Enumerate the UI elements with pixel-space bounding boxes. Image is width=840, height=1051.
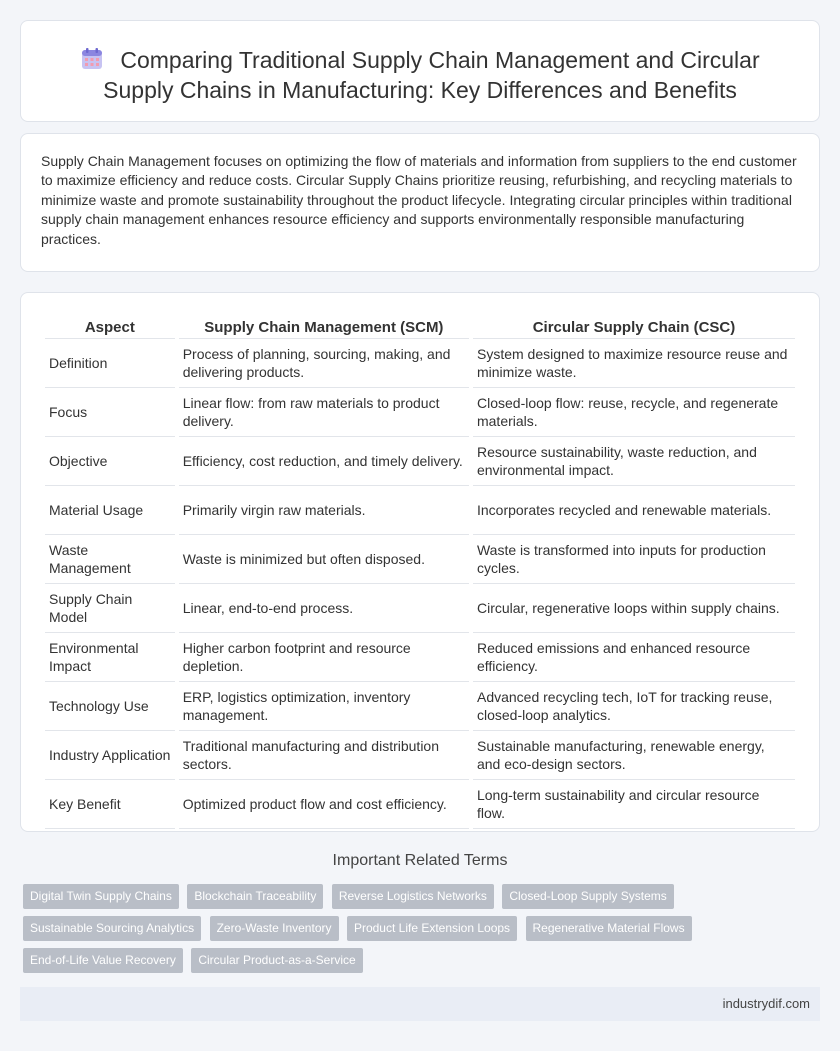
related-term-tag[interactable]: Product Life Extension Loops <box>347 916 517 941</box>
page-title-text: Comparing Traditional Supply Chain Management and Circular Supply Chains in Manufacturing: Key Differences and Benefits <box>103 47 760 103</box>
table-row <box>45 780 795 829</box>
cell-scm: Efficiency, cost reduction, and timely delivery. <box>179 437 469 486</box>
related-term-tag[interactable]: Sustainable Sourcing Analytics <box>23 916 201 941</box>
intro-card <box>20 133 820 272</box>
intro-paragraph: Supply Chain Management focuses on optimizing the flow of materials and information from suppliers to the end customer to maximize efficiency and reduce costs. Circular Supply Chains prioritize reusing, refurbishing, and recycling materials to minimize waste and promote sustainability throughout the product lifecycle. Integrating circular principles within traditional supply chain management enhances resource efficiency and supports environmentally responsible manufacturing practices. <box>41 153 797 247</box>
cell-aspect: Key Benefit <box>45 780 175 829</box>
table-row <box>45 388 795 437</box>
cell-csc: System designed to maximize resource reuse and minimize waste. <box>473 339 795 388</box>
cell-scm: ERP, logistics optimization, inventory management. <box>179 682 469 731</box>
cell-aspect: Supply Chain Model <box>45 584 175 633</box>
related-term-tag[interactable]: Regenerative Material Flows <box>526 916 692 941</box>
table-row <box>45 535 795 584</box>
cell-aspect: Material Usage <box>45 486 175 535</box>
tag-row <box>23 948 803 980</box>
cell-scm: Linear, end-to-end process. <box>179 584 469 633</box>
page-title <box>61 45 779 105</box>
cell-csc: Long-term sustainability and circular resource flow. <box>473 780 795 829</box>
header-scm: Supply Chain Management (SCM) <box>179 313 469 339</box>
calendar-icon <box>80 47 104 71</box>
related-terms-heading: Important Related Terms <box>332 852 508 869</box>
cell-scm: Optimized product flow and cost efficiency. <box>179 780 469 829</box>
cell-aspect: Focus <box>45 388 175 437</box>
related-term-tag[interactable]: Closed-Loop Supply Systems <box>502 884 673 909</box>
related-terms-list <box>23 884 803 980</box>
related-term-tag[interactable]: Zero-Waste Inventory <box>210 916 339 941</box>
cell-csc: Sustainable manufacturing, renewable energy, and eco-design sectors. <box>473 731 795 780</box>
related-term-tag[interactable]: Digital Twin Supply Chains <box>23 884 179 909</box>
footer <box>20 987 820 1021</box>
title-card <box>20 20 820 122</box>
header-csc: Circular Supply Chain (CSC) <box>473 313 795 339</box>
tag-row <box>23 884 803 916</box>
cell-scm: Linear flow: from raw materials to product delivery. <box>179 388 469 437</box>
tag-row <box>23 916 803 948</box>
cell-scm: Process of planning, sourcing, making, and delivering products. <box>179 339 469 388</box>
cell-csc: Resource sustainability, waste reduction, and environmental impact. <box>473 437 795 486</box>
table-row <box>45 682 795 731</box>
cell-aspect: Industry Application <box>45 731 175 780</box>
cell-csc: Incorporates recycled and renewable materials. <box>473 486 795 535</box>
cell-csc: Waste is transformed into inputs for production cycles. <box>473 535 795 584</box>
header-aspect: Aspect <box>45 313 175 339</box>
cell-csc: Reduced emissions and enhanced resource efficiency. <box>473 633 795 682</box>
related-term-tag[interactable]: End-of-Life Value Recovery <box>23 948 183 973</box>
related-term-tag[interactable]: Reverse Logistics Networks <box>332 884 494 909</box>
table-row <box>45 633 795 682</box>
cell-aspect: Waste Management <box>45 535 175 584</box>
table-row <box>45 584 795 633</box>
cell-aspect: Objective <box>45 437 175 486</box>
cell-csc: Advanced recycling tech, IoT for tracking reuse, closed-loop analytics. <box>473 682 795 731</box>
cell-csc: Circular, regenerative loops within supply chains. <box>473 584 795 633</box>
cell-aspect: Environmental Impact <box>45 633 175 682</box>
related-term-tag[interactable]: Circular Product-as-a-Service <box>191 948 362 973</box>
cell-scm: Waste is minimized but often disposed. <box>179 535 469 584</box>
cell-scm: Primarily virgin raw materials. <box>179 486 469 535</box>
table-row <box>45 437 795 486</box>
cell-scm: Traditional manufacturing and distribution sectors. <box>179 731 469 780</box>
related-term-tag[interactable]: Blockchain Traceability <box>187 884 323 909</box>
table-row <box>45 339 795 388</box>
cell-csc: Closed-loop flow: reuse, recycle, and regenerate materials. <box>473 388 795 437</box>
cell-aspect: Definition <box>45 339 175 388</box>
footer-site-link[interactable]: industrydif.com <box>722 996 810 1011</box>
table-row <box>45 486 795 535</box>
comparison-card <box>20 292 820 832</box>
table-row <box>45 731 795 780</box>
cell-scm: Higher carbon footprint and resource depletion. <box>179 633 469 682</box>
cell-aspect: Technology Use <box>45 682 175 731</box>
table-header-row <box>45 313 795 339</box>
comparison-table <box>41 313 799 829</box>
